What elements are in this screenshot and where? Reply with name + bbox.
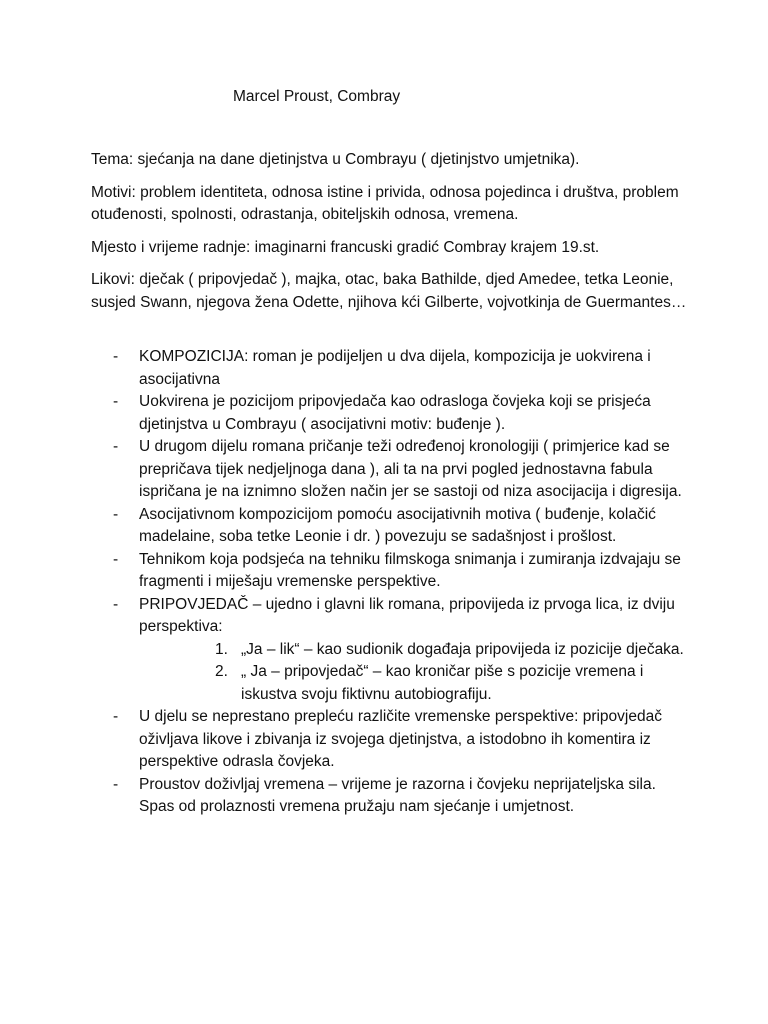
- number-marker: 2.: [215, 663, 228, 680]
- number-marker: 1.: [215, 640, 228, 658]
- list-item-text: Uokvirena je pozicijom pripovjedača kao odrasloga čovjeka koji se prisjeća djetinjstva u Combrayu ( asocijativni motiv: buđenje ).: [139, 393, 651, 433]
- list-item: [91, 706, 691, 774]
- bullet-marker: -: [113, 438, 119, 455]
- bullet-list: [91, 346, 691, 819]
- document-title: Marcel Proust, Combray: [233, 88, 401, 105]
- bullet-marker: -: [113, 505, 119, 523]
- bullet-marker: -: [113, 393, 119, 410]
- list-item-text: Asocijativnom kompozicijom pomoću asocijativnih motiva ( buđenje, kolačić madelaine, soba tetke Leonie i dr. ) povezuju se sadašnjost i prošlost.: [139, 505, 656, 545]
- numbered-item: [91, 661, 691, 706]
- bullet-marker: -: [113, 348, 119, 365]
- list-item: [91, 391, 691, 436]
- bullet-marker: -: [113, 550, 119, 568]
- list-item-text: U drugom dijelu romana pričanje teži određenoj kronologiji ( primjerice kad se prepričava tijek nedjeljnoga dana ), ali ta na prvi pogled jednostavna fabula ispričana je na iznimno složen način jer se sastoji od niza asocijacija i digresija.: [139, 438, 682, 500]
- bullet-marker: -: [113, 595, 119, 613]
- intro-paragraphs: [91, 149, 691, 324]
- list-item-text: Proustov doživljaj vremena – vrijeme je razorna i čovjeku neprijateljska sila. Spas od prolaznosti vremena pružaju nam sjećanje i umjetnost.: [139, 775, 656, 815]
- bullet-marker: -: [113, 708, 119, 725]
- list-item-text: Tehnikom koja podsjeća na tehniku filmskoga snimanja i zumiranja izdvajaju se fragmenti i miješaju vremenske perspektive.: [139, 550, 681, 590]
- numbered-item-text: „ Ja – pripovjedač“ – kao kroničar piše s pozicije vremena i iskustva svoju fiktivnu autobiografiju.: [241, 663, 644, 703]
- list-item-text: KOMPOZICIJA: roman je podijeljen u dva dijela, kompozicija je uokvirena i asocijativna: [139, 348, 651, 388]
- numbered-item-text: „Ja – lik“ – kao sudionik događaja pripovijeda iz pozicije dječaka.: [241, 640, 684, 658]
- list-item-text: U djelu se neprestano prepleću različite vremenske perspektive: pripovjedač oživljava likove i zbivanja iz svojega djetinjstva, a istodobno ih komentira iz perspektive odrasla čovjeka.: [139, 708, 662, 770]
- numbered-item: [91, 639, 691, 662]
- list-item: [91, 774, 691, 819]
- list-item: [91, 436, 691, 504]
- list-item: [91, 549, 691, 594]
- numbered-list: [91, 639, 691, 707]
- paragraph-tema: Tema: sjećanja na dane djetinjstva u Combrayu ( djetinjstvo umjetnika).: [91, 151, 580, 168]
- list-item: [91, 594, 691, 639]
- list-item: [91, 504, 691, 549]
- list-item-text: PRIPOVJEDAČ – ujedno i glavni lik romana, pripovijeda iz prvoga lica, iz dviju perspektiva:: [139, 595, 675, 635]
- paragraph-likovi: Likovi: dječak ( pripovjedač ), majka, otac, baka Bathilde, djed Amedee, tetka Leonie, susjed Swann, njegova žena Odette, njihova kći Gilberte, vojvotkinja de Guermantes…: [91, 271, 687, 311]
- paragraph-motivi: Motivi: problem identiteta, odnosa istine i privida, odnosa pojedinca i društva, problem otuđenosti, spolnosti, odrastanja, obiteljskih odnosa, vremena.: [91, 183, 679, 223]
- numbered-list-container: [91, 639, 691, 707]
- bullet-marker: -: [113, 775, 119, 793]
- list-item: [91, 346, 691, 391]
- paragraph-mjesto: Mjesto i vrijeme radnje: imaginarni francuski gradić Combray krajem 19.st.: [91, 238, 600, 256]
